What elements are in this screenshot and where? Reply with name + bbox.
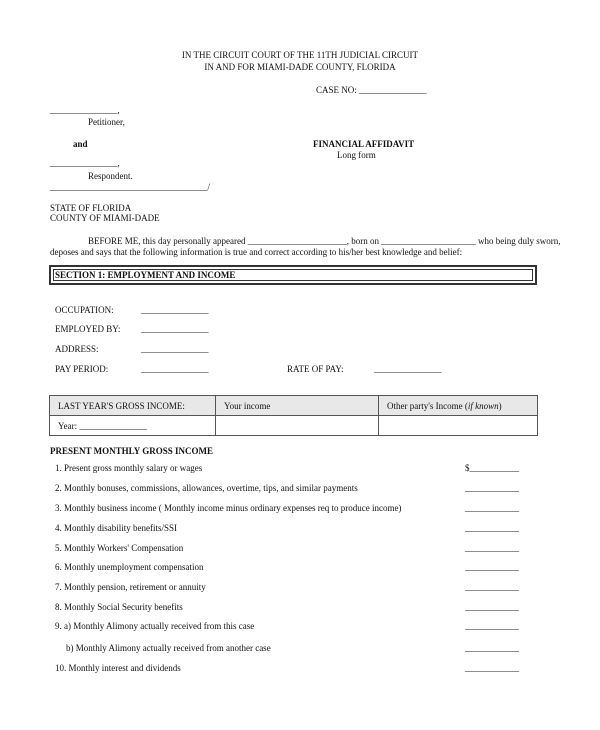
monthly-income-amount-field[interactable]: ____________ bbox=[465, 483, 519, 493]
monthly-income-amount-field[interactable]: ____________ bbox=[465, 503, 519, 513]
last-year-label: LAST YEAR'S GROSS INCOME: bbox=[50, 396, 216, 416]
court-heading-line1: IN THE CIRCUIT COURT OF THE 11TH JUDICIAL CIRCUIT bbox=[181, 50, 419, 60]
and-label: and bbox=[73, 139, 88, 149]
pay-period-field[interactable]: _______________ bbox=[141, 364, 209, 374]
monthly-income-item-label: 9. a) Monthly Alimony actually received from this case bbox=[55, 621, 255, 631]
petitioner-label: Petitioner, bbox=[88, 117, 125, 127]
rate-of-pay-field[interactable]: _______________ bbox=[374, 364, 442, 374]
monthly-income-item-label: 10. Monthly interest and dividends bbox=[55, 663, 181, 673]
county-label: COUNTY OF MIAMI-DADE bbox=[50, 213, 160, 223]
case-number[interactable]: CASE NO: _______________ bbox=[316, 85, 427, 95]
closing-line: ___________________________________/ bbox=[50, 182, 211, 192]
monthly-income-heading: PRESENT MONTHLY GROSS INCOME bbox=[50, 446, 213, 456]
monthly-income-item-label: 1. Present gross monthly salary or wages bbox=[55, 463, 203, 473]
occupation-field[interactable]: _______________ bbox=[141, 305, 209, 315]
address-field[interactable]: _______________ bbox=[141, 344, 209, 354]
rate-of-pay-label: RATE OF PAY: bbox=[287, 364, 344, 374]
pay-period-label: PAY PERIOD: bbox=[55, 364, 109, 374]
gross-income-table bbox=[49, 395, 538, 436]
your-income-cell[interactable] bbox=[216, 416, 379, 436]
oath-line1: BEFORE ME, this day personally appeared ______________________, born on _____________________ who being duly sworn, bbox=[88, 236, 561, 246]
document-title: FINANCIAL AFFIDAVIT bbox=[313, 139, 415, 149]
your-income-header: Your income bbox=[216, 396, 379, 416]
monthly-income-item-label: 4. Monthly disability benefits/SSI bbox=[55, 523, 178, 533]
address-label: ADDRESS: bbox=[55, 344, 99, 354]
monthly-income-amount-field[interactable]: ____________ bbox=[465, 602, 519, 612]
monthly-income-amount-field[interactable]: ____________ bbox=[465, 562, 519, 572]
monthly-income-amount-field[interactable]: ____________ bbox=[465, 663, 519, 673]
monthly-income-item-label: 3. Monthly business income ( Monthly income minus ordinary expenses req to produce income) bbox=[55, 503, 402, 513]
monthly-income-item-label: b) Monthly Alimony actually received from another case bbox=[66, 643, 271, 653]
document-subtitle: Long form bbox=[337, 150, 376, 160]
monthly-income-amount-field[interactable]: $___________ bbox=[465, 463, 519, 473]
other-party-header: Other party's Income (if known) bbox=[379, 396, 538, 416]
monthly-income-amount-field[interactable]: ____________ bbox=[465, 643, 519, 653]
court-heading-line2: IN AND FOR MIAMI-DADE COUNTY, FLORIDA bbox=[204, 62, 396, 72]
employed-by-field[interactable]: _______________ bbox=[141, 324, 209, 334]
monthly-income-item-label: 2. Monthly bonuses, commissions, allowances, overtime, tips, and similar payments bbox=[55, 483, 358, 493]
employed-by-label: EMPLOYED BY: bbox=[55, 324, 121, 334]
monthly-income-item-label: 5. Monthly Workers' Compensation bbox=[55, 543, 184, 553]
monthly-income-amount-field[interactable]: ____________ bbox=[465, 621, 519, 631]
monthly-income-item-label: 7. Monthly pension, retirement or annuity bbox=[55, 582, 206, 592]
monthly-income-item-label: 8. Monthly Social Security benefits bbox=[55, 602, 183, 612]
occupation-label: OCCUPATION: bbox=[55, 305, 114, 315]
petitioner-blank[interactable]: _______________, bbox=[50, 105, 120, 115]
respondent-blank[interactable]: _______________, bbox=[50, 158, 120, 168]
monthly-income-amount-field[interactable]: ____________ bbox=[465, 582, 519, 592]
other-party-income-cell[interactable] bbox=[379, 416, 538, 436]
respondent-label: Respondent. bbox=[88, 171, 133, 181]
monthly-income-amount-field[interactable]: ____________ bbox=[465, 523, 519, 533]
oath-line2: deposes and says that the following information is true and correct according to his/her best knowledge and belief: bbox=[50, 247, 463, 257]
monthly-income-amount-field[interactable]: ____________ bbox=[465, 543, 519, 553]
section1-title: SECTION 1: EMPLOYMENT AND INCOME bbox=[55, 270, 236, 280]
state-label: STATE OF FLORIDA bbox=[50, 203, 132, 213]
monthly-income-item-label: 6. Monthly unemployment compensation bbox=[55, 562, 204, 572]
year-field[interactable]: Year: _______________ bbox=[50, 416, 216, 436]
section1-header bbox=[49, 265, 537, 285]
